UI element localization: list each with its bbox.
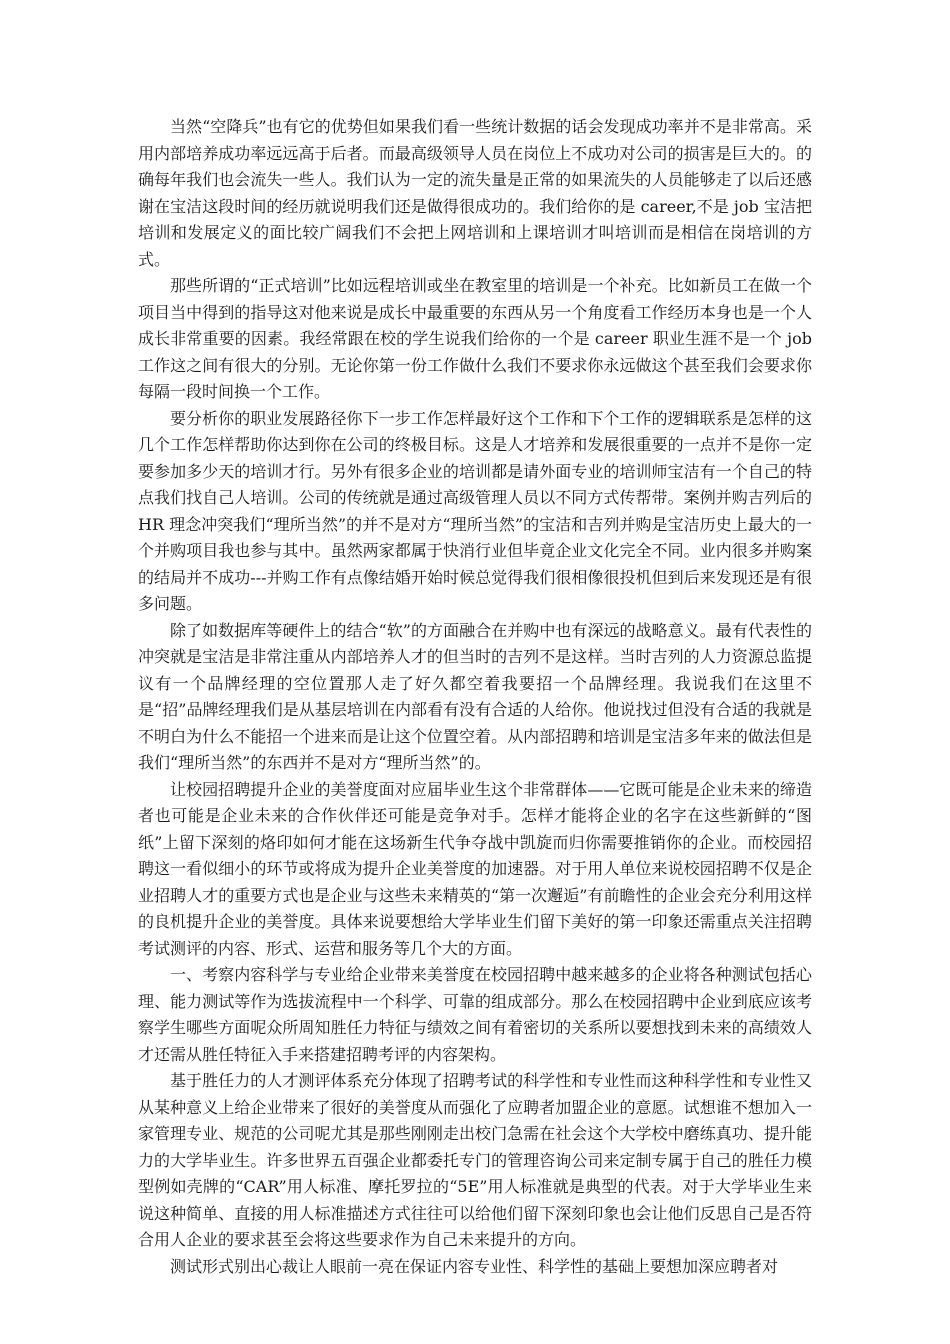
paragraph-3: 要分析你的职业发展路径你下一步工作怎样最好这个工作和下个工作的逻辑联系是怎样的这几个工作怎样帮助你达到你在公司的终极目标。这是人才培养和发展很重要的一点并不是你一定要参加多少天的培训才行。另外有很多企业的培训都是请外面专业的培训师宝洁有一个自己的特点我们找自己人培训。公司的传统就是通过高级管理人员以不同方式传帮带。案例并购吉列后的 HR 理念冲突我们“理所当然”的并不是对方“理所当然”的宝洁和吉列并购是宝洁历史上最大的一个并购项目我也参与其中。虽然两家都属于快消行业但毕竟企业文化完全不同。业内很多并购案的结局并不成功---并购工作有点像结婚开始时候总觉得我们很相像很投机但到后来发现还是有很多问题。 (138, 408, 812, 613)
paragraph-7: 基于胜任力的人才测评体系充分体现了招聘考试的科学性和专业性而这种科学性和专业性又从某种意义上给企业带来了很好的美誉度从而强化了应聘者加盟企业的意愿。试想谁不想加入一家管理专业、规范的公司呢尤其是那些刚刚走出校门急需在社会这个大学校中磨练真功、提升能力的大学毕业生。许多世界五百强企业都委托专门的管理咨询公司来定制专属于自己的胜任力模型例如壳牌的“CAR”用人标准、摩托罗拉的“5E”用人标准就是典型的代表。对于大学毕业生来说这种简单、直接的用人标准描述方式往往可以给他们留下深刻印象也会让他们反思自己是否符合用人企业的要求甚至会将这些要求作为自己未来提升的方向。 (138, 1071, 812, 1249)
paragraph-6: 一、考察内容科学与专业给企业带来美誉度在校园招聘中越来越多的企业将各种测试包括心理、能力测试等作为选拔流程中一个科学、可靠的组成部分。那么在校园招聘中企业到底应该考察学生哪些方面呢众所周知胜任力特征与绩效之间有着密切的关系所以要想找到未来的高绩效人才还需从胜任特征入手来搭建招聘考评的内容架构。 (138, 965, 812, 1064)
paragraph-2: 那些所谓的“正式培训”比如远程培训或坐在教室里的培训是一个补充。比如新员工在做一个项目当中得到的指导这对他来说是成长中最重要的东西从另一个角度看工作经历本身也是一个人成长非常重要的因素。我经常跟在校的学生说我们给你的一个是 career 职业生涯不是一个 job 工作这之间有很大的分别。无论你第一份工作做什么我们不要求你永远做这个甚至我们会要求你每隔一段时间换一个工作。 (138, 276, 812, 401)
paragraph-4: 除了如数据库等硬件上的结合“软”的方面融合在并购中也有深远的战略意义。最有代表性的冲突就是宝洁是非常注重从内部培养人才的但当时的吉列不是这样。当时吉列的人力资源总监提议有一个品牌经理的空位置那人走了好久都空着我要招一个品牌经理。我说我们在这里不是“招”品牌经理我们是从基层培训在内部看有没有合适的人给你。他说找过但没有合适的我就是不明白为什么不能招一个进来而是让这个位置空着。从内部招聘和培训是宝洁多年来的做法但是我们“理所当然”的东西并不是对方“理所当然”的。 (138, 620, 812, 772)
paragraph-8: 测试形式别出心裁让人眼前一亮在保证内容专业性、科学性的基础上要想加深应聘者对 (170, 1256, 779, 1276)
document-body (138, 114, 812, 1280)
paragraph-5: 让校园招聘提升企业的美誉度面对应届毕业生这个非常群体——它既可能是企业未来的缔造者也可能是企业未来的合作伙伴还可能是竞争对手。怎样才能将企业的名字在这些新鲜的“图纸”上留下深刻的烙印如何才能在这场新生代争夺战中凯旋而归你需要推销你的企业。而校园招聘这一看似细小的环节或将成为提升企业美誉度的加速器。对于用人单位来说校园招聘不仅是企业招聘人才的重要方式也是企业与这些未来精英的“第一次邂逅”有前瞻性的企业会充分利用这样的良机提升企业的美誉度。具体来说要想给大学毕业生们留下美好的第一印象还需重点关注招聘考试测评的内容、形式、运营和服务等几个大的方面。 (138, 779, 812, 958)
paragraph-1: 当然“空降兵”也有它的优势但如果我们看一些统计数据的话会发现成功率并不是非常高。采用内部培养成功率远远高于后者。而最高级领导人员在岗位上不成功对公司的损害是巨大的。的确每年我们也会流失一些人。我们认为一定的流失量是正常的如果流失的人员能够走了以后还感谢在宝洁这段时间的经历就说明我们还是做得很成功的。我们给你的是 career,不是 job 宝洁把培训和发展定义的面比较广阔我们不会把上网培训和上课培训才叫培训而是相信在岗培训的方式。 (138, 117, 812, 269)
